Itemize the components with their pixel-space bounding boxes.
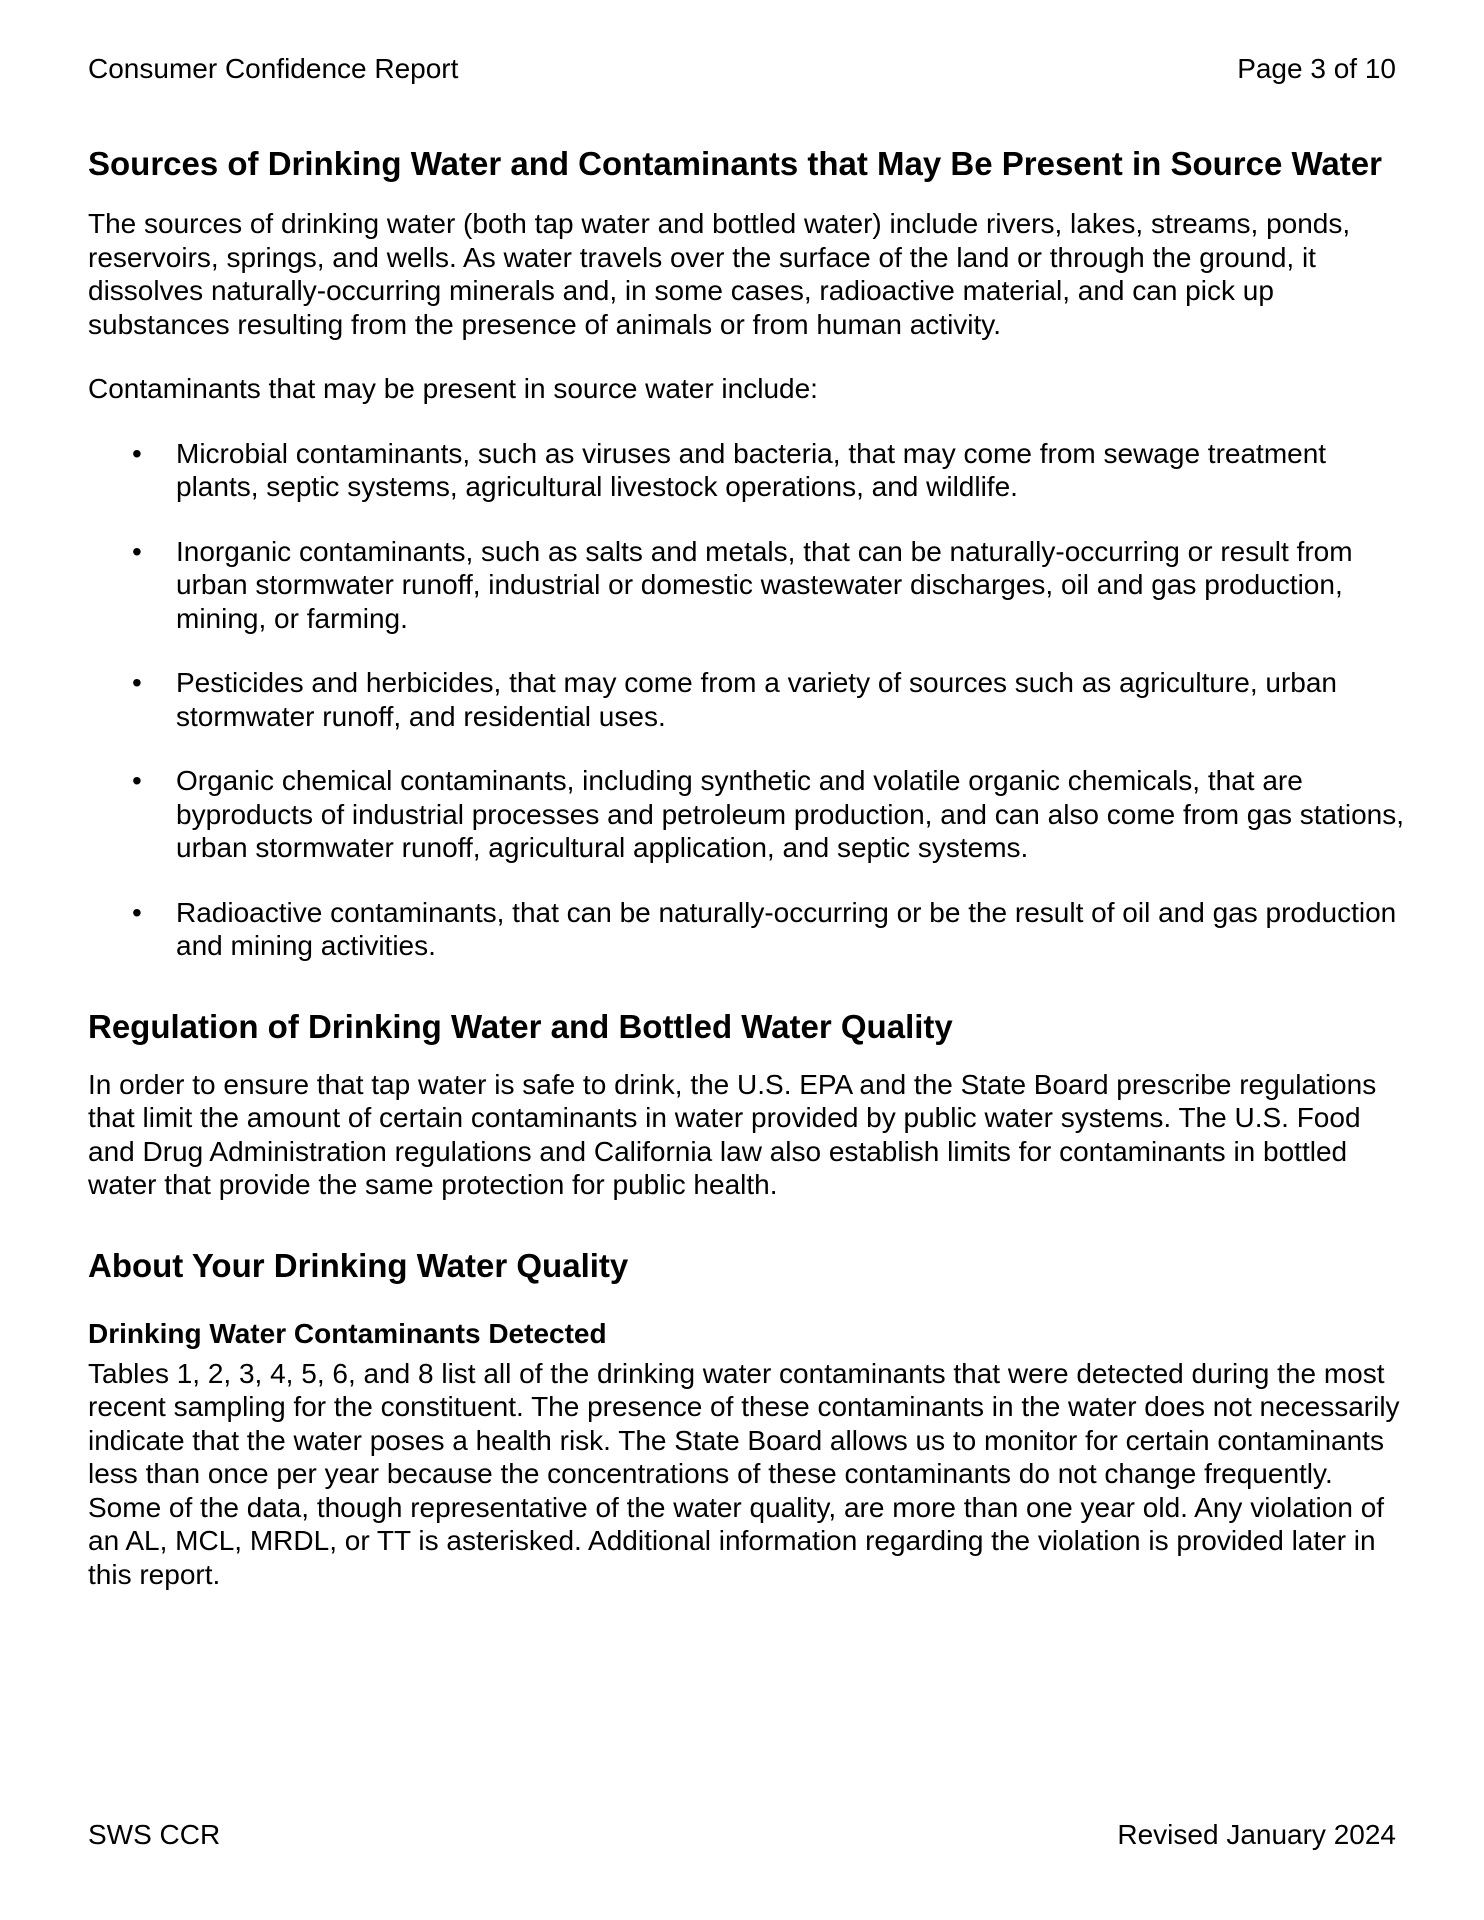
contaminants-detected-subheading: Drinking Water Contaminants Detected [88, 1317, 607, 1349]
list-item-text: Microbial contaminants, such as viruses and bacteria, that may come from sewage treatment plants, septic systems, agricultural livestock operations, and wildlife. [176, 437, 1327, 502]
list-item [88, 764, 1408, 865]
list-item-text: Organic chemical contaminants, including synthetic and volatile organic chemicals, that are byproducts of industrial processes and petroleum production, and can also come from gas stations, urban stormwater runoff, agricultural application, and septic systems. [176, 765, 1404, 863]
page-content [88, 144, 1408, 1591]
header-title: Consumer Confidence Report [88, 53, 459, 84]
footer-left-label: SWS CCR [88, 1819, 221, 1850]
contaminants-detected-paragraph: Tables 1, 2, 3, 4, 5, 6, and 8 list all of the drinking water contaminants that were detected during the most recent sampling for the constituent. The presence of these contaminants in the water does not necessarily indicate that the water poses a health risk. The State Board allows us to monitor for certain contaminants less than once per year because the concentrations of these contaminants do not change frequently. Some of the data, though representative of the water quality, are more than one year old. Any violation of an AL, MCL, MRDL, or TT is asterisked. Additional information regarding the violation is provided later in this report. [88, 1357, 1400, 1590]
bullet-icon: • [132, 667, 142, 698]
list-item-text: Inorganic contaminants, such as salts and metals, that can be naturally-occurring or result from urban stormwater runoff, industrial or domestic wastewater discharges, oil and gas production, mining, or farming. [176, 535, 1353, 634]
list-item [88, 666, 1408, 733]
list-item [88, 437, 1408, 504]
bullet-icon: • [132, 535, 142, 567]
bullet-icon: • [132, 765, 142, 796]
list-item-text: Radioactive contaminants, that can be naturally-occurring or be the result of oil and gas production and mining activities. [176, 896, 1397, 961]
contaminants-list [88, 437, 1408, 963]
bullet-icon: • [132, 437, 142, 469]
regulation-paragraph: In order to ensure that tap water is safe to drink, the U.S. EPA and the State Board prescribe regulations that limit the amount of certain contaminants in water provided by public water systems. The U.S. Food and Drug Administration regulations and California law also establish limits for contaminants in bottled water that provide the same protection for public health. [88, 1068, 1377, 1200]
regulation-heading: Regulation of Drinking Water and Bottled Water Quality [88, 1007, 953, 1045]
footer-revision-date: Revised January 2024 [1117, 1819, 1396, 1850]
sources-intro-paragraph: The sources of drinking water (both tap water and bottled water) include rivers, lakes, streams, ponds, reservoirs, springs, and wells. As water travels over the surface of the land or through the ground, it dissolves naturally-occurring minerals and, in some cases, radioactive material, and can pick up substances resulting from the presence of animals or from human activity. [88, 208, 1351, 340]
list-item [88, 535, 1408, 636]
list-item-text: Pesticides and herbicides, that may come from a variety of sources such as agriculture, urban stormwater runoff, and residential uses. [176, 667, 1337, 732]
contaminants-list-intro: Contaminants that may be present in source water include: [88, 373, 818, 404]
list-item [88, 896, 1408, 963]
bullet-icon: • [132, 896, 142, 928]
sources-heading: Sources of Drinking Water and Contaminants that May Be Present in Source Water [88, 145, 1382, 182]
header-page-number: Page 3 of 10 [1237, 53, 1396, 84]
about-heading: About Your Drinking Water Quality [88, 1246, 629, 1284]
